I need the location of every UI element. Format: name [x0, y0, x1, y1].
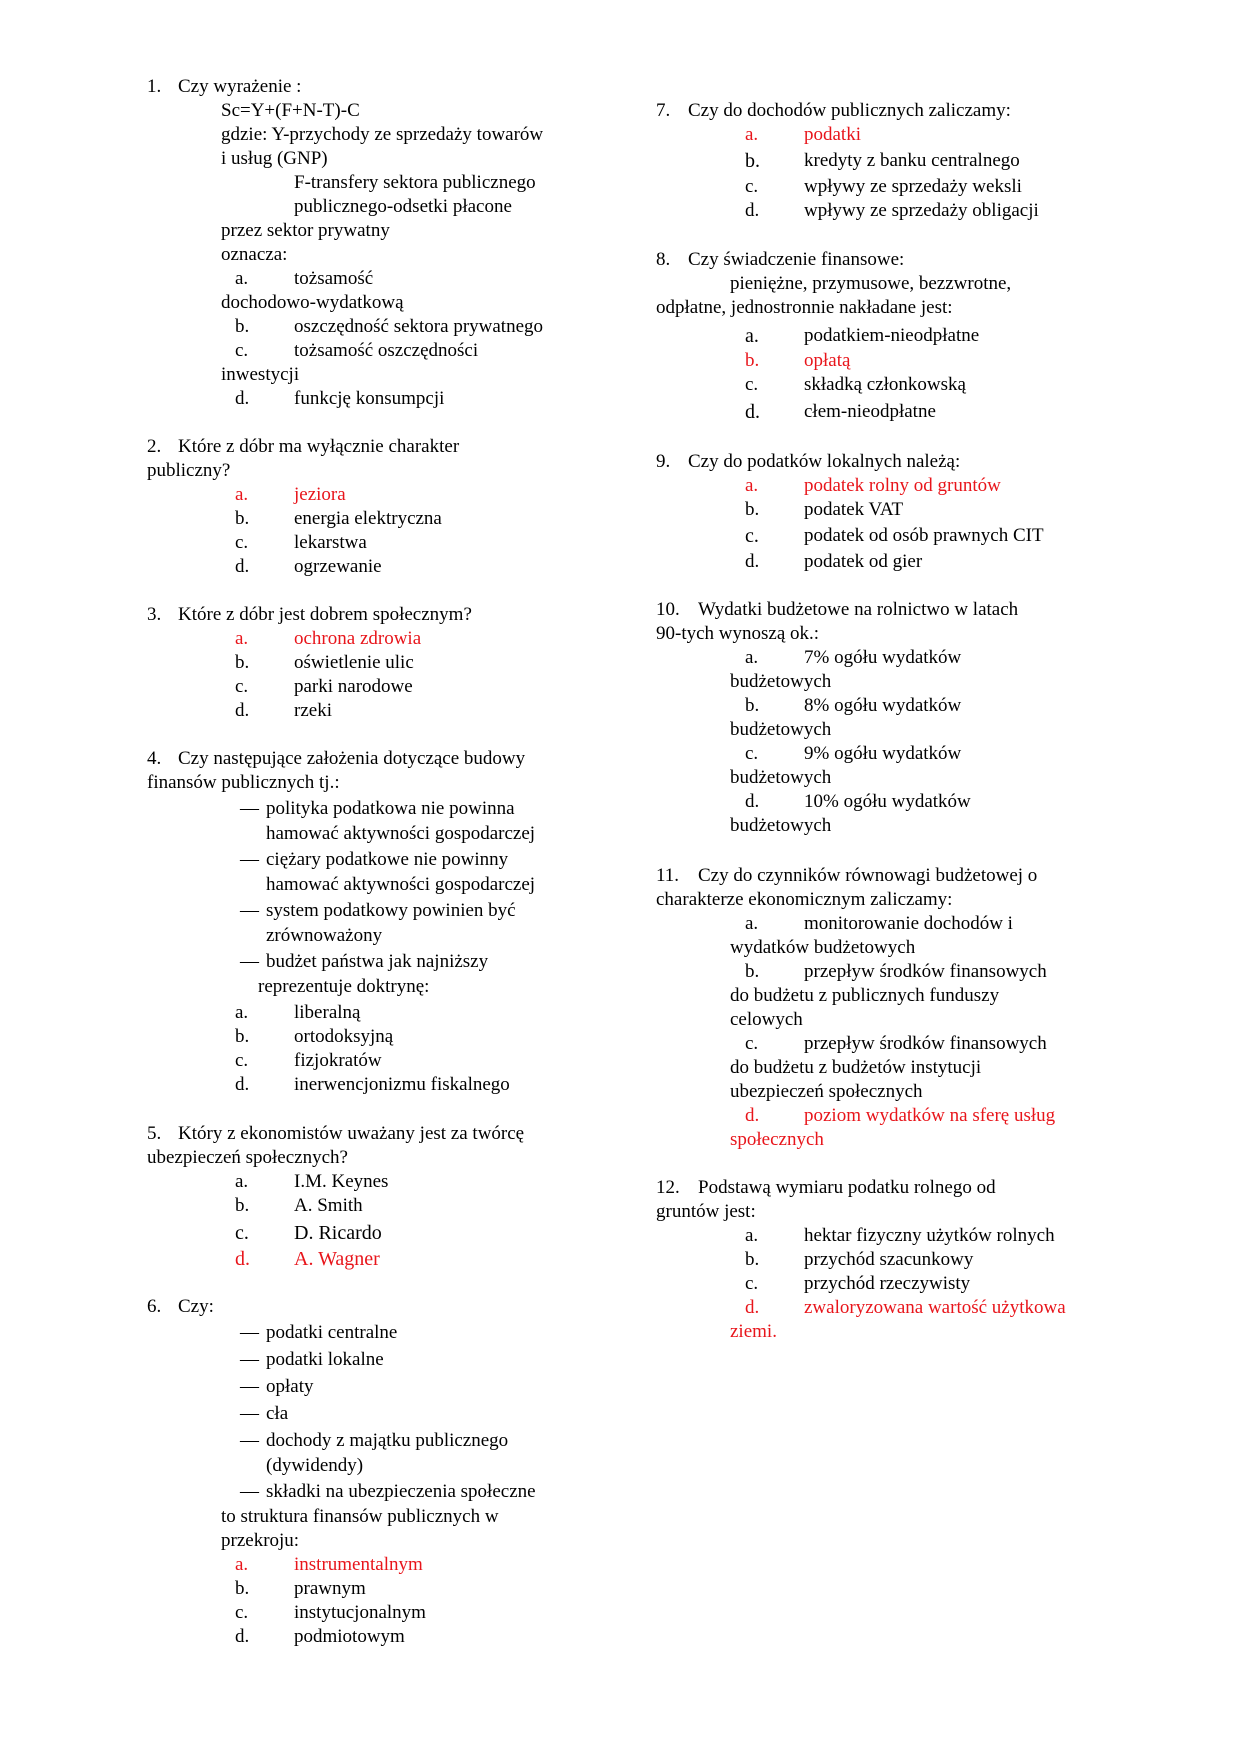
option-text-continuation: celowych: [730, 1009, 803, 1030]
option-text-correct: ochrona zdrowia: [294, 628, 422, 649]
bullet-dash: —: [240, 1430, 259, 1451]
option-text-correct: poziom wydatków na sferę usług: [804, 1105, 1056, 1126]
question-6-number: 6.: [147, 1296, 162, 1317]
question-12-stem-continuation: gruntów jest:: [656, 1201, 756, 1222]
option-letter: b.: [235, 316, 250, 337]
option-text: przepływ środków finansowych: [804, 961, 1047, 982]
question-6-stem: Czy:: [178, 1296, 214, 1317]
question-7-number: 7.: [656, 100, 671, 121]
question-10-stem-continuation: 90-tych wynoszą ok.:: [656, 623, 820, 644]
bullet-dash: —: [240, 1322, 259, 1343]
option-text-correct: podatki: [804, 124, 861, 145]
option-letter: a.: [745, 1225, 759, 1246]
option-text-correct: instrumentalnym: [294, 1554, 423, 1575]
bullet-text: ciężary podatkowe nie powinny: [266, 849, 509, 870]
question-1-where-line: oznacza:: [221, 244, 288, 265]
option-letter: c.: [235, 1602, 249, 1623]
option-text: oświetlenie ulic: [294, 652, 414, 673]
question-1-where-line: gdzie: Y-przychody ze sprzedaży towarów: [221, 124, 544, 145]
question-1-number: 1.: [147, 76, 162, 97]
right-column: [620, 0, 1240, 1754]
option-letter: a.: [235, 1171, 249, 1192]
option-letter: d.: [745, 200, 760, 221]
option-text: 7% ogółu wydatków: [804, 647, 962, 668]
option-letter: c.: [235, 1050, 249, 1071]
option-letter: b.: [745, 499, 760, 520]
option-letter: d.: [235, 700, 250, 721]
option-text-continuation: budżetowych: [730, 671, 832, 692]
option-text-continuation: dochodowo-wydatkową: [221, 292, 404, 313]
option-letter: b.: [235, 1026, 250, 1047]
option-text-continuation: inwestycji: [221, 364, 300, 385]
option-letter: a.: [745, 325, 759, 347]
option-letter: d.: [745, 551, 760, 572]
option-text: składką członkowską: [804, 374, 966, 395]
option-text-continuation-correct: społecznych: [730, 1129, 824, 1150]
question-1-formula: Sc=Y+(F+N-T)-C: [221, 100, 360, 121]
option-text-continuation: ubezpieczeń społecznych: [730, 1081, 923, 1102]
option-text: kredyty z banku centralnego: [804, 150, 1020, 171]
option-text: hektar fizyczny użytków rolnych: [804, 1225, 1055, 1246]
bullet-text: podatki centralne: [266, 1322, 398, 1343]
option-letter: c.: [745, 743, 759, 764]
option-text-correct: jeziora: [294, 484, 346, 505]
question-9-stem: Czy do podatków lokalnych należą:: [688, 451, 961, 472]
question-12-number: 12.: [656, 1177, 680, 1198]
option-text: monitorowanie dochodów i: [804, 913, 1013, 934]
question-9-number: 9.: [656, 451, 671, 472]
option-letter-correct: d.: [745, 1297, 760, 1318]
option-text-continuation: budżetowych: [730, 815, 832, 836]
question-1-stem: Czy wyrażenie :: [178, 76, 302, 97]
option-letter: a.: [745, 647, 759, 668]
question-12-stem: Podstawą wymiaru podatku rolnego od: [698, 1177, 996, 1198]
option-text: 10% ogółu wydatków: [804, 791, 971, 812]
bullet-text: budżet państwa jak najniższy: [266, 951, 489, 972]
option-text: podatek od osób prawnych CIT: [804, 525, 1044, 546]
question-6-after-line: to struktura finansów publicznych w: [221, 1506, 499, 1527]
option-text: podatkiem-nieodpłatne: [804, 325, 980, 346]
question-10-number: 10.: [656, 599, 680, 620]
question-6-after-line: przekroju:: [221, 1530, 300, 1551]
bullet-dash: —: [240, 900, 259, 921]
option-text: przychód rzeczywisty: [804, 1273, 971, 1294]
question-4-stem: Czy następujące założenia dotyczące budowy: [178, 748, 526, 769]
bullet-dash: —: [240, 951, 259, 972]
option-letter: c.: [745, 374, 759, 395]
option-letter-correct: a.: [235, 1554, 249, 1575]
option-text: ogrzewanie: [294, 556, 382, 577]
option-letter: c.: [235, 532, 249, 553]
option-text-continuation: wydatków budżetowych: [730, 937, 916, 958]
option-text: instytucjonalnym: [294, 1602, 426, 1623]
bullet-text-continuation: hamować aktywności gospodarczej: [266, 874, 536, 895]
bullet-text: dochody z majątku publicznego: [266, 1430, 509, 1451]
option-text-correct: opłatą: [804, 350, 851, 371]
option-text-continuation: do budżetu z budżetów instytucji: [730, 1057, 982, 1078]
bullet-dash: —: [240, 849, 259, 870]
option-letter: d.: [235, 556, 250, 577]
option-letter-correct: a.: [745, 124, 759, 145]
option-letter: c.: [745, 1033, 759, 1054]
bullet-text: system podatkowy powinien być: [266, 900, 516, 921]
option-text: wpływy ze sprzedaży weksli: [804, 176, 1022, 197]
question-2-stem: Które z dóbr ma wyłącznie charakter: [178, 436, 460, 457]
option-letter-correct: a.: [235, 484, 249, 505]
question-11-stem-continuation: charakterze ekonomicznym zaliczamy:: [656, 889, 953, 910]
option-text-continuation: budżetowych: [730, 767, 832, 788]
question-4-after-text: reprezentuje doktrynę:: [258, 976, 430, 997]
option-text: ortodoksyjną: [294, 1026, 394, 1047]
option-letter: b.: [235, 1195, 250, 1216]
option-text: tożsamość oszczędności: [294, 340, 479, 361]
bullet-text-continuation: (dywidendy): [266, 1455, 364, 1476]
question-5-stem-continuation: ubezpieczeń społecznych?: [147, 1147, 348, 1168]
question-8-number: 8.: [656, 249, 671, 270]
question-11-stem: Czy do czynników równowagi budżetowej o: [698, 865, 1038, 886]
option-letter: c.: [235, 676, 249, 697]
question-8-stem: Czy świadczenie finansowe:: [688, 249, 905, 270]
option-letter: d.: [235, 1626, 250, 1647]
option-text: podatek od gier: [804, 551, 923, 572]
option-text: funkcję konsumpcji: [294, 388, 445, 409]
bullet-text: cła: [266, 1403, 289, 1424]
option-text: energia elektryczna: [294, 508, 442, 529]
question-3-number: 3.: [147, 604, 162, 625]
question-4-number: 4.: [147, 748, 162, 769]
question-1-where-line: i usług (GNP): [221, 148, 328, 169]
option-text: przychód szacunkowy: [804, 1249, 974, 1270]
question-10-stem: Wydatki budżetowe na rolnictwo w latach: [698, 599, 1019, 620]
question-1-where-line: przez sektor prywatny: [221, 220, 390, 241]
option-text-continuation-correct: ziemi.: [730, 1321, 777, 1342]
question-1-where-line: publicznego-odsetki płacone: [294, 196, 512, 217]
option-letter: b.: [745, 150, 760, 172]
option-text-continuation: budżetowych: [730, 719, 832, 740]
option-letter-correct: d.: [745, 1105, 760, 1126]
option-letter: c.: [235, 340, 249, 361]
option-letter-correct: d.: [235, 1248, 250, 1270]
option-text-correct: podatek rolny od gruntów: [804, 475, 1001, 496]
option-text: I.M. Keynes: [294, 1171, 389, 1192]
question-8-stem-line: pieniężne, przymusowe, bezzwrotne,: [730, 273, 1012, 294]
option-letter: d.: [745, 791, 760, 812]
option-text: rzeki: [294, 700, 332, 721]
question-2-stem-continuation: publiczny?: [147, 460, 231, 481]
option-letter: a.: [235, 1002, 249, 1023]
bullet-text: opłaty: [266, 1376, 314, 1397]
option-text: podmiotowym: [294, 1626, 405, 1647]
option-text-correct: A. Wagner: [294, 1248, 380, 1270]
bullet-dash: —: [240, 1349, 259, 1370]
option-letter: d.: [745, 401, 760, 423]
question-7-stem: Czy do dochodów publicznych zaliczamy:: [688, 100, 1011, 121]
option-letter: b.: [745, 695, 760, 716]
option-text: fizjokratów: [294, 1050, 382, 1071]
bullet-text-continuation: hamować aktywności gospodarczej: [266, 823, 536, 844]
bullet-text: składki na ubezpieczenia społeczne: [266, 1481, 536, 1502]
option-letter: d.: [235, 1074, 250, 1095]
question-11-number: 11.: [656, 865, 680, 886]
option-text: wpływy ze sprzedaży obligacji: [804, 200, 1039, 221]
question-5-stem: Który z ekonomistów uważany jest za twórcę: [178, 1123, 525, 1144]
bullet-dash: —: [240, 1481, 259, 1502]
question-3-stem: Które z dóbr jest dobrem społecznym?: [178, 604, 472, 625]
option-text-continuation: do budżetu z publicznych funduszy: [730, 985, 1000, 1006]
option-letter: c.: [235, 1222, 249, 1244]
question-2-number: 2.: [147, 436, 162, 457]
option-text: 9% ogółu wydatków: [804, 743, 962, 764]
option-letter: b.: [235, 508, 250, 529]
option-text: A. Smith: [294, 1195, 363, 1216]
bullet-dash: —: [240, 1376, 259, 1397]
question-5-number: 5.: [147, 1123, 162, 1144]
bullet-dash: —: [240, 798, 259, 819]
option-text: cłem-nieodpłatne: [804, 401, 936, 422]
option-text: przepływ środków finansowych: [804, 1033, 1047, 1054]
option-letter: b.: [745, 1249, 760, 1270]
option-text: 8% ogółu wydatków: [804, 695, 962, 716]
option-text: lekarstwa: [294, 532, 367, 553]
option-letter-correct: b.: [745, 350, 760, 371]
option-letter: a.: [235, 268, 249, 289]
option-letter: b.: [235, 1578, 250, 1599]
option-letter: b.: [745, 961, 760, 982]
option-letter: d.: [235, 388, 250, 409]
option-letter-correct: a.: [235, 628, 249, 649]
question-4-stem-continuation: finansów publicznych tj.:: [147, 772, 340, 793]
option-text: inerwencjonizmu fiskalnego: [294, 1074, 510, 1095]
bullet-dash: —: [240, 1403, 259, 1424]
bullet-text: polityka podatkowa nie powinna: [266, 798, 515, 819]
option-text: D. Ricardo: [294, 1222, 382, 1244]
option-letter: c.: [745, 1273, 759, 1294]
option-letter: a.: [745, 913, 759, 934]
option-text: oszczędność sektora prywatnego: [294, 316, 544, 337]
option-text: tożsamość: [294, 268, 374, 289]
option-letter: c.: [745, 176, 759, 197]
bullet-text: podatki lokalne: [266, 1349, 384, 1370]
option-text: liberalną: [294, 1002, 361, 1023]
option-letter: c.: [745, 525, 759, 547]
option-letter-correct: a.: [745, 475, 759, 496]
option-text: parki narodowe: [294, 676, 413, 697]
question-8-stem-line: odpłatne, jednostronnie nakładane jest:: [656, 297, 953, 318]
option-letter: b.: [235, 652, 250, 673]
bullet-text-continuation: zrównoważony: [266, 925, 383, 946]
option-text: prawnym: [294, 1578, 366, 1599]
option-text-correct: zwaloryzowana wartość użytkowa: [804, 1297, 1066, 1318]
question-1-where-line: F-transfery sektora publicznego: [294, 172, 536, 193]
option-text: podatek VAT: [804, 499, 904, 520]
